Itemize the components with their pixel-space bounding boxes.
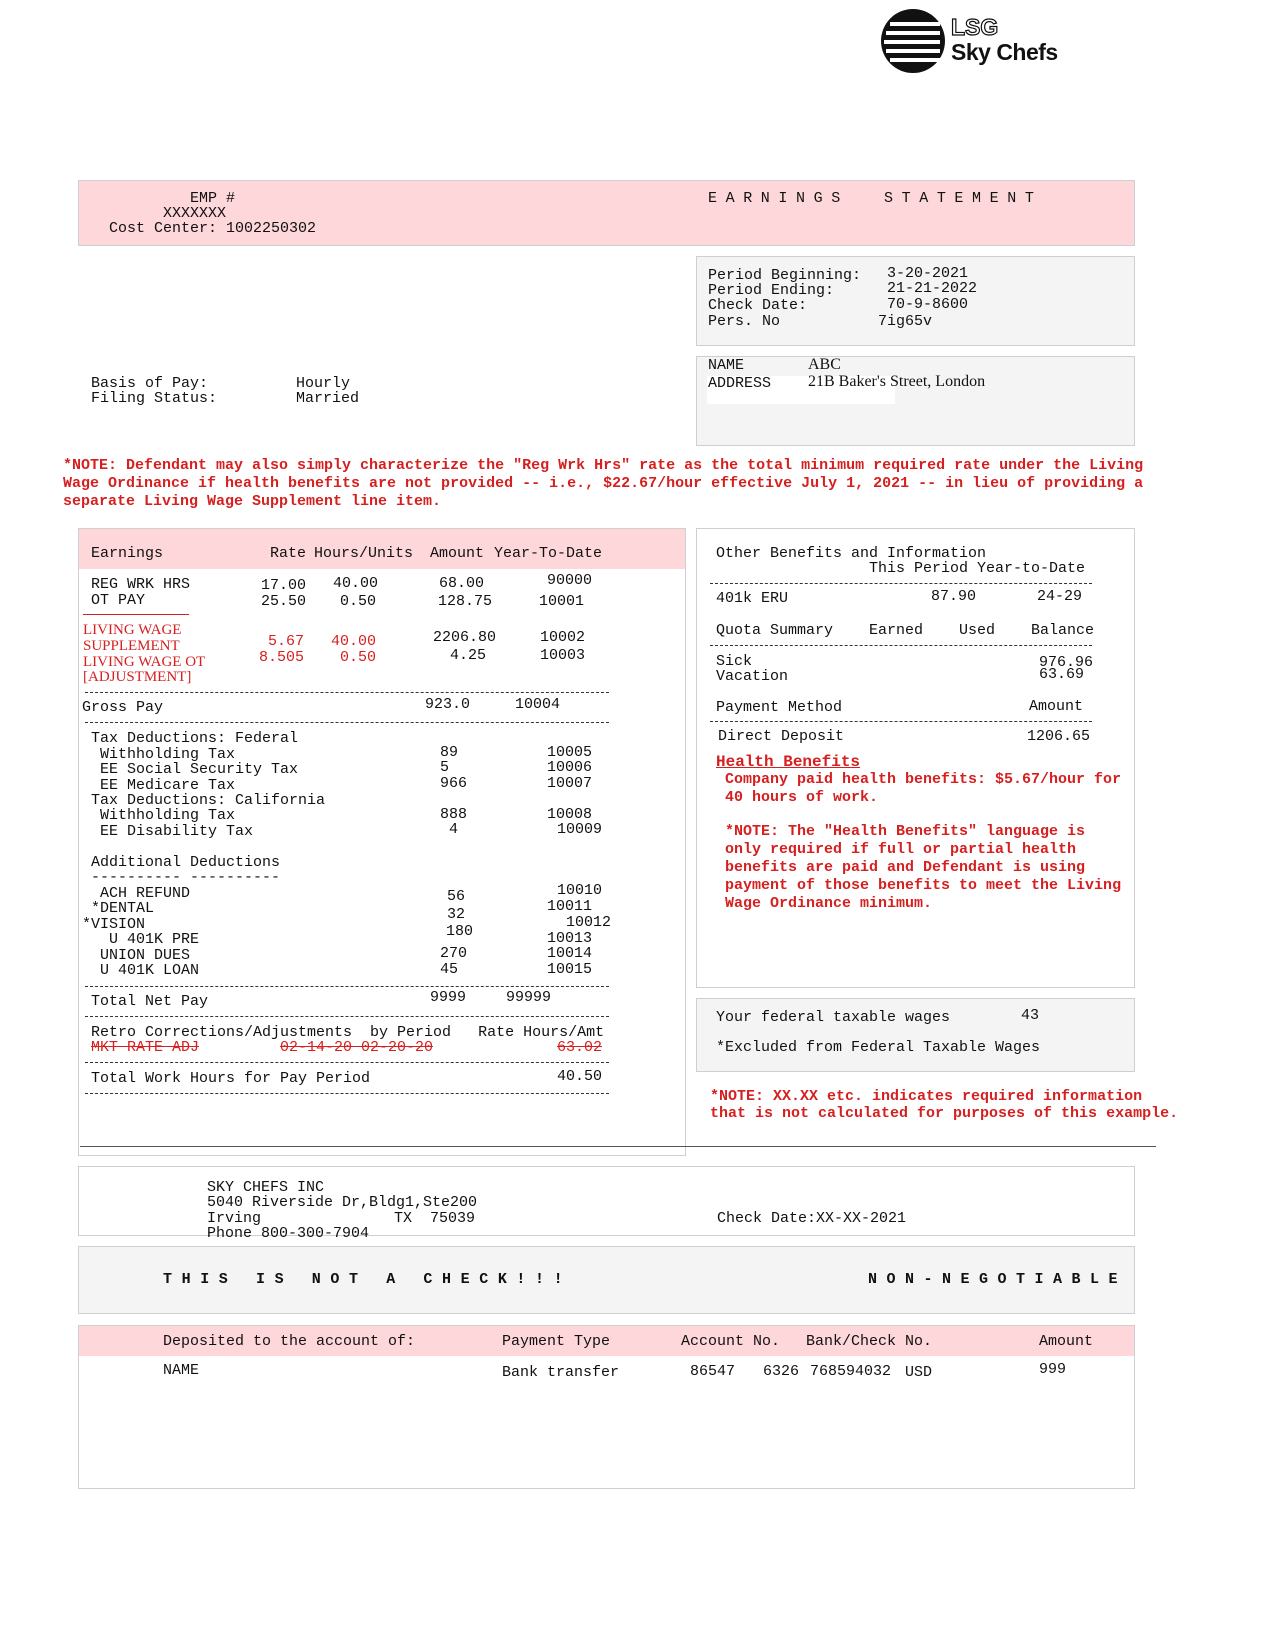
note-top-line-3: separate Living Wage Supplement line item. (63, 493, 442, 510)
gross-pay-amount: 923.0 (424, 696, 470, 713)
retro-period: 02-14-20 02-20-20 (280, 1039, 434, 1056)
retro-header: Retro Corrections/Adjustments by Period Rate Hours/Amt (91, 1024, 605, 1041)
lw-ot-rate: 8.505 (258, 649, 304, 666)
gross-pay-label: Gross Pay (82, 699, 164, 716)
earnings-header-amount: Amount (430, 545, 485, 562)
deduction-ytd: 10014 (547, 945, 593, 962)
lw-ot-amount: 4.25 (449, 647, 486, 664)
row-amount: 68.00 (438, 575, 484, 592)
erv-period: 87.90 (931, 588, 977, 605)
tax-row-amount: 5 (440, 759, 450, 776)
lw-supp-hours: 40.00 (330, 633, 376, 650)
basis-value: Hourly (296, 375, 351, 392)
tax-row-label: Withholding Tax (100, 807, 236, 824)
deduction-label: U 401K LOAN (100, 962, 200, 979)
note-top-line-2: Wage Ordinance if health benefits are not provided -- i.e., $22.67/hour effective July 1, 2021 -- in lieu of providing a (63, 475, 1144, 492)
company-check-date: Check Date:XX-XX-2021 (717, 1210, 907, 1227)
tax-row-ytd: 10005 (547, 744, 593, 761)
period-ending-value: 21-21-2022 (887, 280, 978, 297)
check-date-label: Check Date: (708, 297, 808, 314)
period-beginning-label: Period Beginning: (708, 267, 862, 284)
logo-lsg-text: LSG (951, 14, 999, 40)
tax-row-label: EE Disability Tax (100, 823, 254, 840)
taxable-value: 43 (1021, 1007, 1040, 1024)
net-pay-amount: 9999 (430, 989, 467, 1006)
emp-label: EMP # (190, 190, 236, 207)
lw-supp-amount: 2206.80 (432, 629, 496, 646)
deposit-name: NAME (163, 1362, 200, 1379)
deduction-ytd: 10015 (547, 961, 593, 978)
company-state-zip: TX 75039 (394, 1210, 476, 1227)
period-beginning-value: 3-20-2021 (887, 265, 969, 282)
tax-row-amount: 4 (449, 821, 459, 838)
vacation-label: Vacation (716, 668, 789, 685)
lw-supp-label-1: LIVING WAGE (83, 622, 182, 638)
deduction-amount: 56 (447, 888, 466, 905)
deposit-header-payment-type: Payment Type (502, 1333, 611, 1350)
row-ytd: 90000 (546, 572, 592, 589)
row-amount: 128.75 (437, 593, 492, 610)
total-hours-value: 40.50 (557, 1068, 603, 1085)
statement-title: EARNINGS STATEMENT (708, 190, 1043, 207)
cost-center: Cost Center: 1002250302 (109, 220, 317, 237)
additional-rule: ---------- ---------- (91, 869, 281, 886)
retro-label: MKT RATE ADJ (91, 1039, 200, 1056)
health-note-line: only required if full or partial health (725, 841, 1077, 858)
earnings-header-ytd: Year-To-Date (494, 545, 603, 562)
note-xx-line: *NOTE: XX.XX etc. indicates required information (710, 1088, 1143, 1105)
tax-federal-title: Tax Deductions: Federal (91, 730, 299, 747)
company-logo (880, 8, 1080, 76)
row-hours: 40.00 (332, 575, 378, 592)
net-pay-label: Total Net Pay (91, 993, 209, 1010)
tax-row-amount: 966 (440, 775, 468, 792)
row-label: REG WRK HRS (91, 576, 191, 593)
emp-value: XXXXXXX (163, 205, 227, 222)
sick-value: 976.96 (1039, 654, 1094, 671)
benefits-title: Other Benefits and Information (716, 545, 987, 562)
deduction-amount: 270 (440, 945, 468, 962)
tax-row-ytd: 10007 (547, 775, 593, 792)
lw-ot-label-1: LIVING WAGE OT (83, 654, 206, 670)
health-benefits-title: Health Benefits (716, 753, 861, 771)
tax-row-ytd: 10008 (547, 806, 593, 823)
deposit-account-no: 86547 (690, 1363, 736, 1380)
deposit-header-account-of: Deposited to the account of: (163, 1333, 416, 1350)
lw-ot-ytd: 10003 (539, 647, 585, 664)
deduction-label: *VISION (82, 916, 146, 933)
earnings-header-hours: Hours/Units (314, 545, 414, 562)
deposit-payment-type: Bank transfer (502, 1364, 620, 1381)
health-text-line: Company paid health benefits: $5.67/hour for (725, 771, 1122, 788)
earnings-header-earnings: Earnings (91, 545, 164, 562)
check-date-value: 70-9-8600 (887, 296, 969, 313)
tax-row-label: EE Medicare Tax (100, 777, 236, 794)
lw-ot-hours: 0.50 (339, 649, 376, 666)
divider (80, 1146, 1156, 1147)
taxable-excluded: *Excluded from Federal Taxable Wages (716, 1039, 1041, 1056)
net-pay-ytd: 99999 (506, 989, 552, 1006)
logo-mark-icon (880, 8, 946, 74)
name-value: ABC (808, 356, 841, 373)
retro-amt: 63.02 (557, 1039, 603, 1056)
lw-supp-ytd: 10002 (539, 629, 585, 646)
name-label: NAME (708, 357, 745, 374)
health-note-line: benefits are paid and Defendant is using (725, 859, 1086, 876)
payment-method-label: Payment Method (716, 699, 843, 716)
deduction-amount: 180 (446, 923, 474, 940)
tax-ca-title: Tax Deductions: California (91, 792, 326, 809)
total-hours-label: Total Work Hours for Pay Period (91, 1070, 371, 1087)
deduction-ytd: 10013 (547, 930, 593, 947)
health-text-line: 40 hours of work. (725, 789, 879, 806)
health-note-line: payment of those benefits to meet the Living (725, 877, 1122, 894)
deduction-amount: 32 (447, 906, 466, 923)
sick-label: Sick (716, 653, 753, 670)
row-label: OT PAY (91, 592, 146, 609)
note-top-line-1: *NOTE: Defendant may also simply characterize the "Reg Wrk Hrs" rate as the total minimum required rate under the Living (63, 457, 1144, 474)
deposit-header-bank-check: Bank/Check No. (806, 1333, 933, 1350)
tax-row-ytd: 10006 (547, 759, 593, 776)
address-value: 21B Baker's Street, London (808, 373, 986, 390)
tax-row-amount: 888 (440, 806, 468, 823)
lw-ot-label-2: [ADJUSTMENT] (83, 669, 192, 685)
pers-no-label: Pers. No (708, 313, 781, 330)
payment-amount-label: Amount (1029, 698, 1084, 715)
company-city: Irving (207, 1210, 262, 1227)
row-rate: 17.00 (260, 577, 306, 594)
deposit-amount: 999 (1039, 1361, 1067, 1378)
logo-skychefs-text: Sky Chefs (951, 39, 1058, 65)
deduction-amount: 45 (440, 961, 459, 978)
row-hours: 0.50 (339, 593, 376, 610)
deduction-label: *DENTAL (91, 900, 155, 917)
taxable-label: Your federal taxable wages (716, 1009, 951, 1026)
tax-row-label: EE Social Security Tax (100, 761, 299, 778)
tax-row-ytd: 10009 (557, 821, 603, 838)
deposit-bank-no: 6326 (763, 1363, 800, 1380)
lw-supp-label-2: SUPPLEMENT (83, 638, 180, 654)
direct-deposit-amount: 1206.65 (1027, 728, 1091, 745)
not-a-check-text: THIS IS NOT A CHECK!!! (163, 1271, 573, 1288)
health-note-line: Wage Ordinance minimum. (725, 895, 933, 912)
row-ytd: 10001 (538, 593, 584, 610)
tax-row-label: Withholding Tax (100, 746, 236, 763)
lw-supp-rate: 5.67 (267, 633, 304, 650)
filing-value: Married (296, 390, 360, 407)
non-negotiable-text: NON-NEGOTIABLE (868, 1271, 1128, 1288)
row-rate: 25.50 (260, 593, 306, 610)
deduction-label: U 401K PRE (109, 931, 200, 948)
deduction-ytd: 10011 (547, 898, 593, 915)
additional-title: Additional Deductions (91, 854, 281, 871)
period-ending-label: Period Ending: (708, 282, 835, 299)
erv-label: 401k ERU (716, 590, 789, 607)
company-name: SKY CHEFS INC (207, 1179, 325, 1196)
tax-row-amount: 89 (440, 744, 459, 761)
health-note-line: *NOTE: The "Health Benefits" language is (725, 823, 1086, 840)
pers-no-value: 7ig65v (878, 313, 933, 330)
deposit-currency: USD (905, 1364, 933, 1381)
deposit-check-no: 768594032 (810, 1363, 892, 1380)
benefits-subtitle: This Period Year-to-Date (869, 560, 1086, 577)
deposit-header-account-no: Account No. (681, 1333, 781, 1350)
deposit-header-amount: Amount (1039, 1333, 1094, 1350)
quota-header: Quota Summary Earned Used Balance (716, 622, 1095, 639)
deduction-ytd: 10010 (557, 882, 603, 899)
vacation-value: 63.69 (1039, 666, 1085, 683)
company-street: 5040 Riverside Dr,Bldg1,Ste200 (207, 1194, 478, 1211)
filing-label: Filing Status: (91, 390, 218, 407)
note-xx-line: that is not calculated for purposes of this example. (710, 1105, 1179, 1122)
earnings-header-rate: Rate (270, 545, 307, 562)
company-phone: Phone 800-300-7904 (207, 1225, 370, 1242)
deduction-label: ACH REFUND (100, 885, 191, 902)
gross-pay-ytd: 10004 (515, 696, 561, 713)
deduction-ytd: 10012 (566, 914, 612, 931)
erv-ytd: 24-29 (1037, 588, 1083, 605)
deduction-label: UNION DUES (100, 947, 191, 964)
basis-label: Basis of Pay: (91, 375, 209, 392)
address-label: ADDRESS (708, 375, 772, 392)
direct-deposit-label: Direct Deposit (718, 728, 845, 745)
